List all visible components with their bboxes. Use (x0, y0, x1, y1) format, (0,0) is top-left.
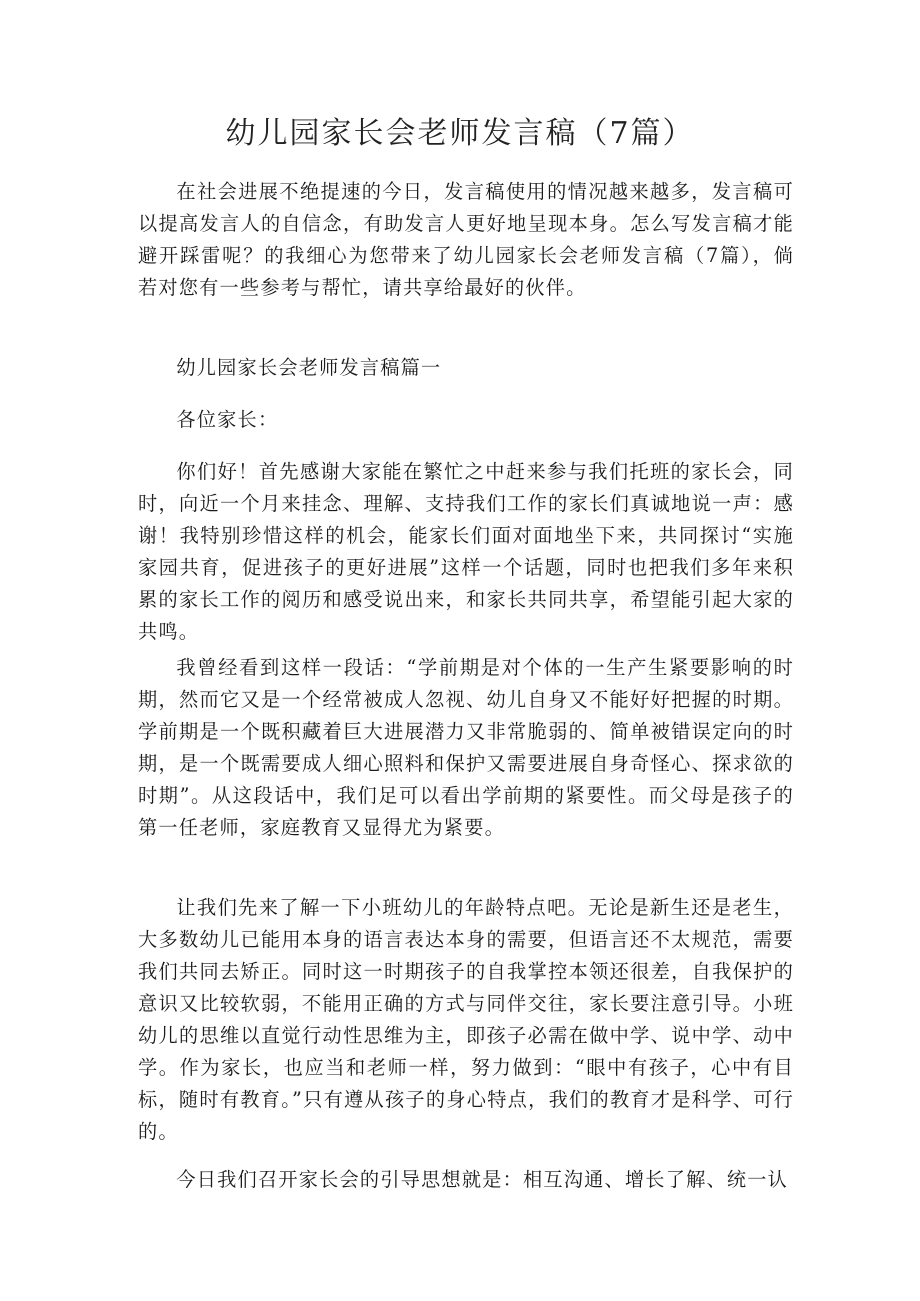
section-heading: 幼儿园家长会老师发言稿篇一 (176, 356, 442, 379)
intro-paragraph: 在社会进展不绝提速的今日，发言稿使用的情况越来越多，发言稿可以提高发言人的自信念，有助发言人更好地呈现本身。怎么写发言稿才能避开踩雷呢？的我细心为您带来了幼儿园家长会老师发言稿（7篇），倘若对您有一些参考与帮忙，请共享给最好的伙伴。 (138, 180, 794, 299)
salutation: 各位家长： (176, 408, 279, 431)
body-paragraph-greeting: 你们好！首先感谢大家能在繁忙之中赶来参与我们托班的家长会，同时，向近一个月来挂念、理解、支持我们工作的家长们真诚地说一声：感谢！我特别珍惜这样的机会，能家长们面对面地坐下来，共同探讨“实施家园共育，促进孩子的更好进展”这样一个话题，同时也把我们多年来积累的家长工作的阅历和感受说出来，和家长共同共享，希望能引起大家的共鸣。 (138, 460, 794, 643)
body-paragraph-guiding-idea: 今日我们召开家长会的引导思想就是：相互沟通、增长了解、统一认 (176, 1168, 789, 1191)
body-paragraph-preschool: 我曾经看到这样一段话：“学前期是对个体的一生产生紧要影响的时期，然而它又是一个经常被成人忽视、幼儿自身又不能好好把握的时期。学前期是一个既积藏着巨大进展潜力又非常脆弱的、简单被错误定向的时期，是一个既需要成人细心照料和保护又需要进展自身奇怪心、探求欲的时期”。从这段话中，我们足可以看出学前期的紧要性。而父母是孩子的第一任老师，家庭教育又显得尤为紧要。 (138, 656, 794, 839)
body-paragraph-age-traits: 让我们先来了解一下小班幼儿的年龄特点吧。无论是新生还是老生，大多数幼儿已能用本身的语言表达本身的需要，但语言还不太规范，需要我们共同去矫正。同时这一时期孩子的自我掌控本领还很差，自我保护的意识又比较软弱，不能用正确的方式与同伴交往，家长要注意引导。小班幼儿的思维以直觉行动性思维为主，即孩子必需在做中学、说中学、动中学。作为家长，也应当和老师一样，努力做到：“眼中有孩子，心中有目标，随时有教育。”只有遵从孩子的身心特点，我们的教育才是科学、可行的。 (138, 896, 794, 1143)
document-title: 幼儿园家长会老师发言稿（7篇） (225, 116, 695, 151)
